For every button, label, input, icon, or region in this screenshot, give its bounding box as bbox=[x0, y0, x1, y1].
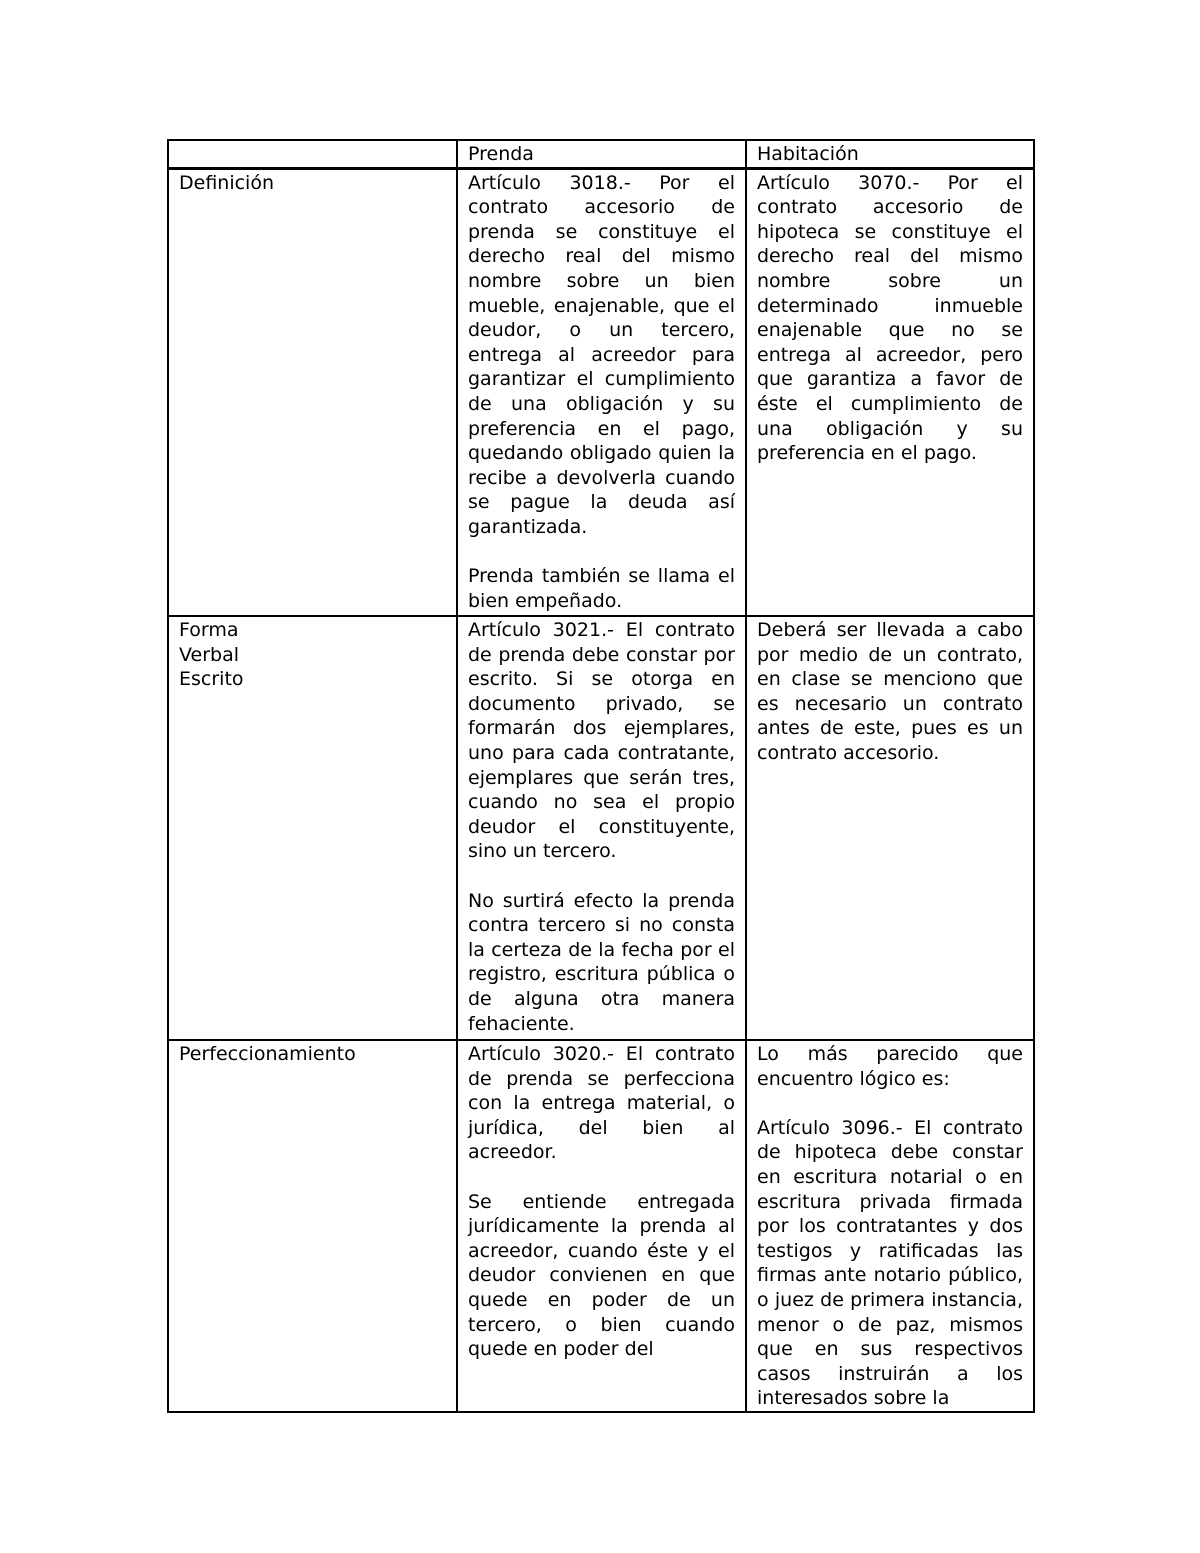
row-label: Verbal bbox=[179, 643, 240, 666]
header-cell-prenda: Prenda bbox=[457, 140, 746, 168]
paragraph: Artículo 3018.- Por el contrato accesorio de prenda se constituye el derecho real del mismo nombre sobre un bien mueble, enajenable, que el deudor, o un tercero, entrega al acreedor para garantizar el cumplimiento de una obligación y su preferencia en el pago, quedando obligado quien la recibe a devolverla cuando se pague la deuda así garantizada. bbox=[468, 171, 735, 538]
paragraph: Artículo 3070.- Por el contrato accesorio de hipoteca se constituye el derecho real del mismo nombre sobre un determinado inmueble enajenable que no se entrega al acreedor, pero que garantiza a favor de éste el cumplimiento de una obligación y su preferencia en el pago. bbox=[757, 171, 1023, 465]
comparison-table bbox=[167, 139, 1035, 1413]
header-cell-empty bbox=[168, 140, 457, 168]
row-label-cell bbox=[168, 168, 457, 616]
table-row-forma bbox=[168, 616, 1034, 1040]
table-row-perfeccionamiento bbox=[168, 1040, 1034, 1412]
row-label-cell bbox=[168, 616, 457, 1040]
paragraph: Deberá ser llevada a cabo por medio de un contrato, en clase se menciono que es necesario un contrato antes de este, pues es un contrato accesorio. bbox=[757, 619, 1023, 765]
prenda-cell bbox=[457, 616, 746, 1040]
habitacion-cell bbox=[746, 616, 1034, 1040]
paragraph: Artículo 3021.- El contrato de prenda debe constar por escrito. Si se otorga en documento privado, se formarán dos ejemplares, uno para cada contratante, ejemplares que serán tres, cuando no sea el propio deudor el constituyente, sino un tercero. bbox=[468, 619, 735, 863]
row-label: Perfeccionamiento bbox=[179, 1043, 356, 1066]
habitacion-cell bbox=[746, 168, 1034, 616]
table-header-row bbox=[168, 140, 1034, 168]
paragraph: Prenda también se llama el bien empeñado. bbox=[468, 565, 735, 612]
paragraph: Se entiende entregada jurídicamente la prenda al acreedor, cuando éste y el deudor convienen en que quede en poder de un tercero, o bien cuando quede en poder del bbox=[468, 1190, 735, 1361]
table-row-definicion bbox=[168, 168, 1034, 616]
paragraph: Artículo 3020.- El contrato de prenda se perfecciona con la entrega material, o jurídica, del bien al acreedor. bbox=[468, 1043, 735, 1164]
paragraph: No surtirá efecto la prenda contra tercero si no consta la certeza de la fecha por el registro, escritura pública o de alguna otra manera fehaciente. bbox=[468, 889, 735, 1035]
prenda-cell bbox=[457, 1040, 746, 1412]
header-cell-habitacion: Habitación bbox=[746, 140, 1034, 168]
paragraph: Artículo 3096.- El contrato de hipoteca debe constar en escritura notarial o en escritura privada firmada por los contratantes y dos testigos y ratificadas las firmas ante notario público, o juez de primera instancia, menor o de paz, mismos que en sus respectivos casos instruirán a los interesados sobre la bbox=[757, 1116, 1023, 1410]
prenda-cell bbox=[457, 168, 746, 616]
row-label: Escrito bbox=[179, 668, 244, 691]
row-label: Forma bbox=[179, 619, 239, 642]
habitacion-cell bbox=[746, 1040, 1034, 1412]
row-label: Definición bbox=[179, 171, 274, 194]
row-label-cell bbox=[168, 1040, 457, 1412]
paragraph: Lo más parecido que encuentro lógico es: bbox=[757, 1043, 1023, 1090]
